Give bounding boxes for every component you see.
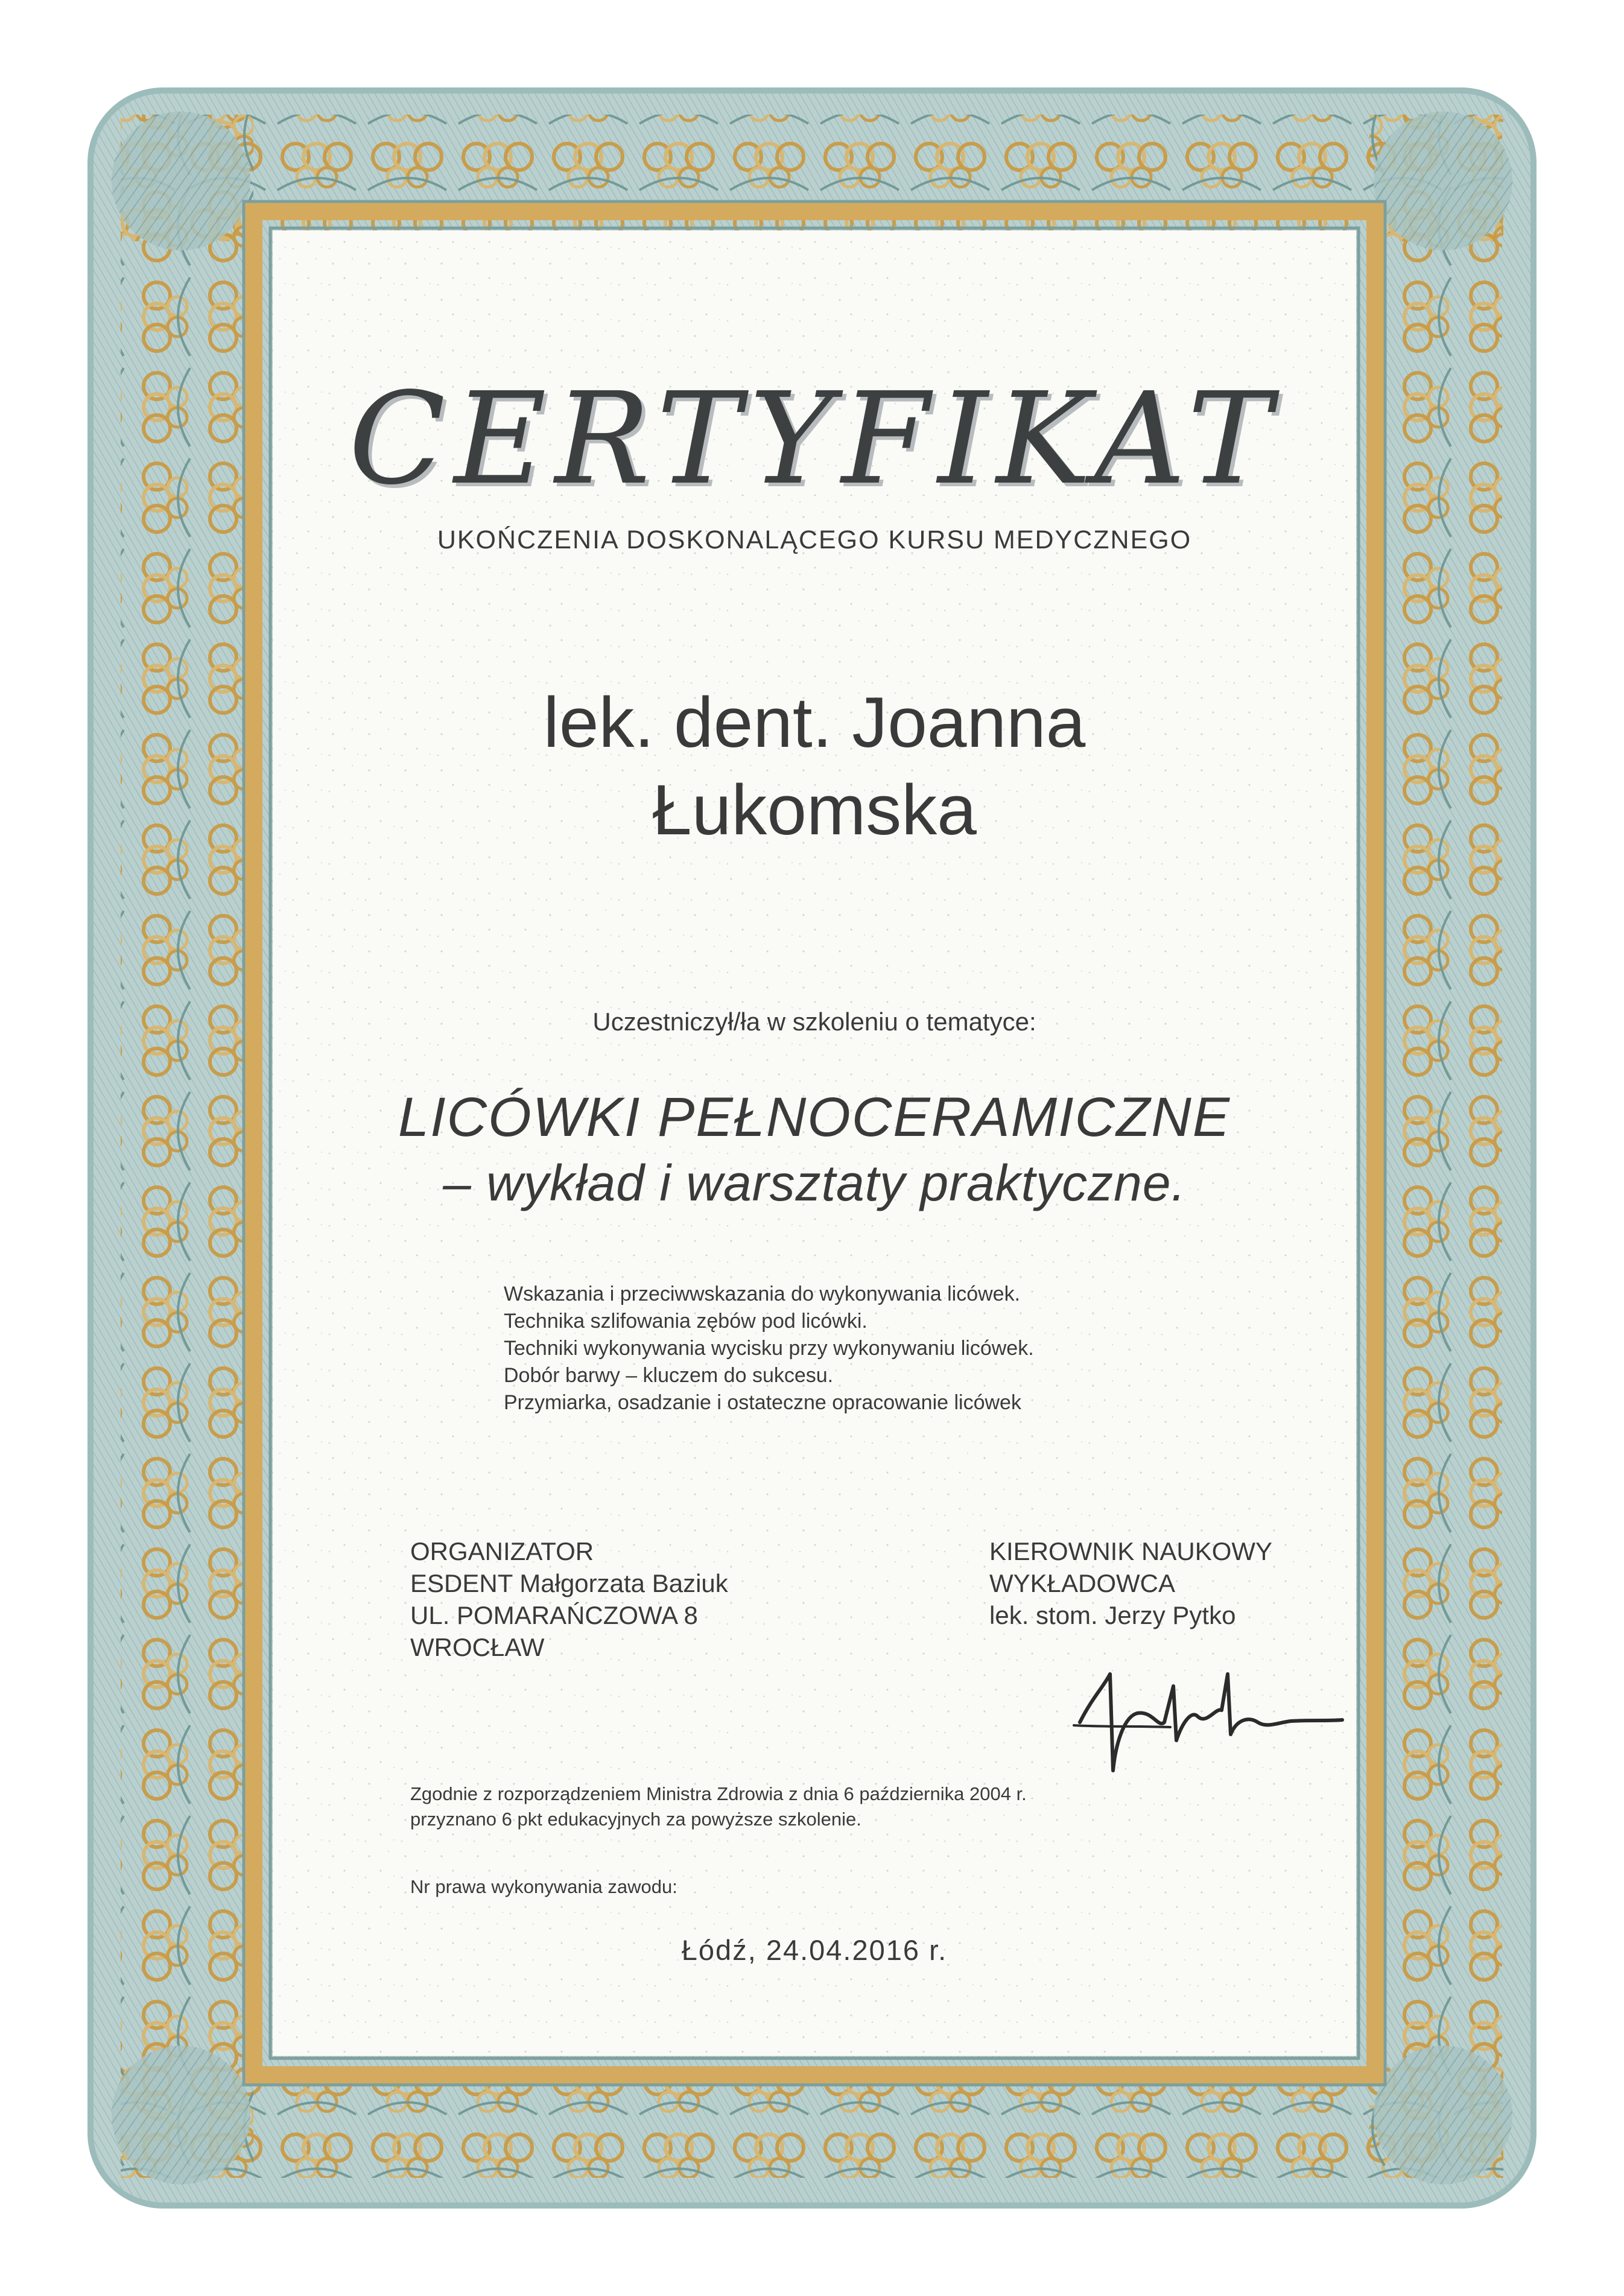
topic-item: Dobór barwy – kluczem do sukcesu.	[504, 1364, 834, 1387]
legal-notice-line1: Zgodnie z rozporządzeniem Ministra Zdrowia z dnia 6 października 2004 r.	[410, 1783, 1027, 1804]
legal-notice-line2: przyznano 6 pkt edukacyjnych za powyższe szkolenie.	[410, 1809, 861, 1830]
issue-date: Łódź, 24.04.2016 r.	[681, 1934, 948, 1966]
course-subtitle: – wykład i warsztaty praktyczne.	[443, 1155, 1186, 1211]
organizer-city: WROCŁAW	[410, 1633, 545, 1661]
lecturer-name: lek. stom. Jerzy Pytko	[989, 1601, 1236, 1629]
recipient-name-line2: Łukomska	[652, 770, 977, 850]
handwritten-signature	[1068, 1650, 1345, 1783]
topic-list	[504, 1281, 1288, 1416]
participation-statement: Uczestniczył/ła w szkoleniu o tematyce:	[592, 1007, 1036, 1036]
lecturer-heading-scientific: KIEROWNIK NAUKOWY	[989, 1537, 1273, 1565]
topic-item: Technika szlifowania zębów pod licówki.	[504, 1310, 868, 1333]
organizer-heading: ORGANIZATOR	[410, 1537, 594, 1565]
certificate-title: CERTYFIKAT	[348, 365, 1281, 513]
certificate-panel	[284, 244, 1345, 2042]
certificate-subtitle: UKOŃCZENIA DOSKONALĄCEGO KURSU MEDYCZNEGO	[437, 525, 1192, 554]
organizer-name: ESDENT Małgorzata Baziuk	[410, 1569, 728, 1597]
legal-notice	[410, 1781, 1027, 1832]
organizer-street: UL. POMARAŃCZOWA 8	[410, 1601, 698, 1629]
license-number-label: Nr prawa wykonywania zawodu:	[410, 1876, 677, 1897]
lecturer-heading-lecturer: WYKŁADOWCA	[989, 1569, 1176, 1597]
recipient-name-line1: lek. dent. Joanna	[543, 683, 1086, 763]
course-title: LICÓWKI PEŁNOCERAMICZNE	[398, 1086, 1231, 1148]
organizer-block	[410, 1535, 728, 1663]
topic-item: Techniki wykonywania wycisku przy wykonywaniu licówek.	[504, 1337, 1034, 1360]
topic-item: Przymiarka, osadzanie i ostateczne opracowanie licówek	[504, 1391, 1021, 1414]
topic-item: Wskazania i przeciwwskazania do wykonywania licówek.	[504, 1283, 1021, 1305]
lecturer-block	[989, 1535, 1272, 1631]
